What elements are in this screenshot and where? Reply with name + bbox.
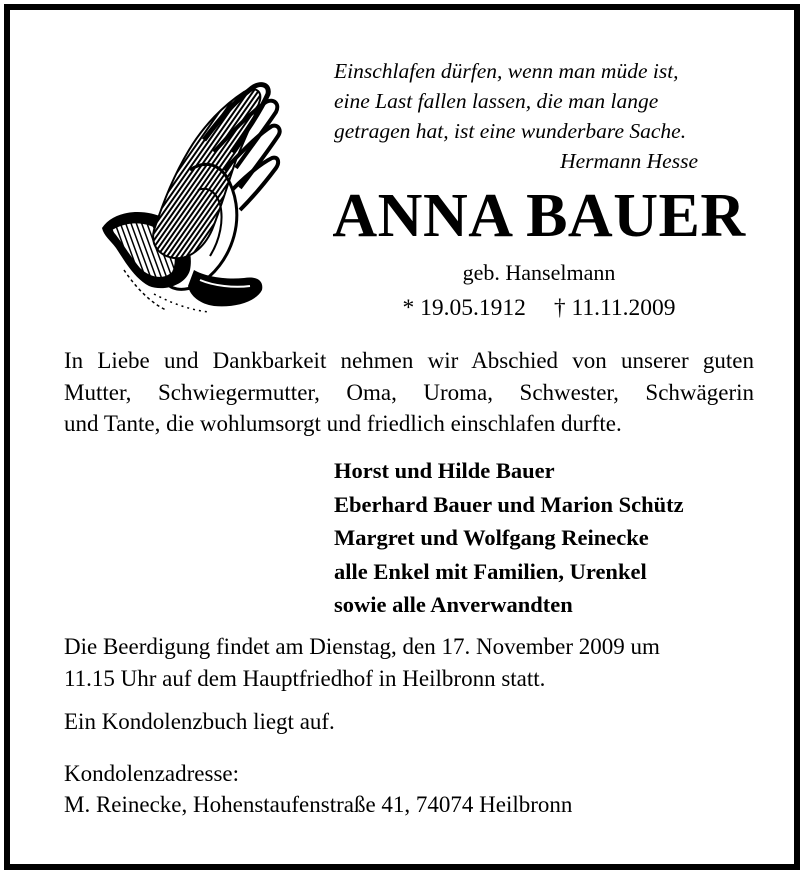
mourner-entry: Horst und Hilde Bauer [334,458,555,483]
deceased-name: ANNA BAUER [332,182,746,250]
condolence-address [64,758,764,820]
farewell-line: und Tante, die wohlumsorgt und friedlich einschlafen durfte. [64,411,622,436]
quote-author: Hermann Hesse [560,149,698,173]
life-dates [304,293,774,323]
mourner-entry: sowie alle Anverwandten [334,592,573,617]
farewell-line: In Liebe und Dankbarkeit nehmen wir Abschied von unserer guten [64,348,754,373]
funeral-line: 11.15 Uhr auf dem Hauptfriedhof in Heilbronn statt. [64,665,546,691]
farewell-text [64,345,754,440]
birth-name: geb. Hanselmann [462,260,616,285]
quote-line: eine Last fallen lassen, die man lange [334,89,659,113]
farewell-line: Mutter, Schwiegermutter, Oma, Uroma, Schwester, Schwägerin [64,379,754,405]
birth-date: * 19.05.1912 [402,295,526,321]
hesse-quote [334,56,704,176]
mourner-entry: Eberhard Bauer und Marion Schütz [334,491,684,517]
condolence-address-value: M. Reinecke, Hohenstaufenstraße 41, 74074 Heilbronn [64,792,573,817]
funeral-notice [64,631,764,694]
funeral-line: Die Beerdigung findet am Dienstag, den 17. November 2009 um [64,634,660,659]
condolence-book-note: Ein Kondolenzbuch liegt auf. [64,709,335,734]
praying-hands-icon [94,80,284,315]
obituary-frame [4,4,800,870]
mourner-entry: Margret und Wolfgang Reinecke [334,525,649,550]
quote-line: getragen hat, ist eine wunderbare Sache. [334,119,687,143]
mourner-entry: alle Enkel mit Familien, Urenkel [334,558,647,584]
death-date: † 11.11.2009 [553,295,676,321]
condolence-address-label: Kondolenzadresse: [64,761,239,786]
quote-line: Einschlafen dürfen, wenn man müde ist, [334,59,679,83]
mourners-list [334,454,764,622]
